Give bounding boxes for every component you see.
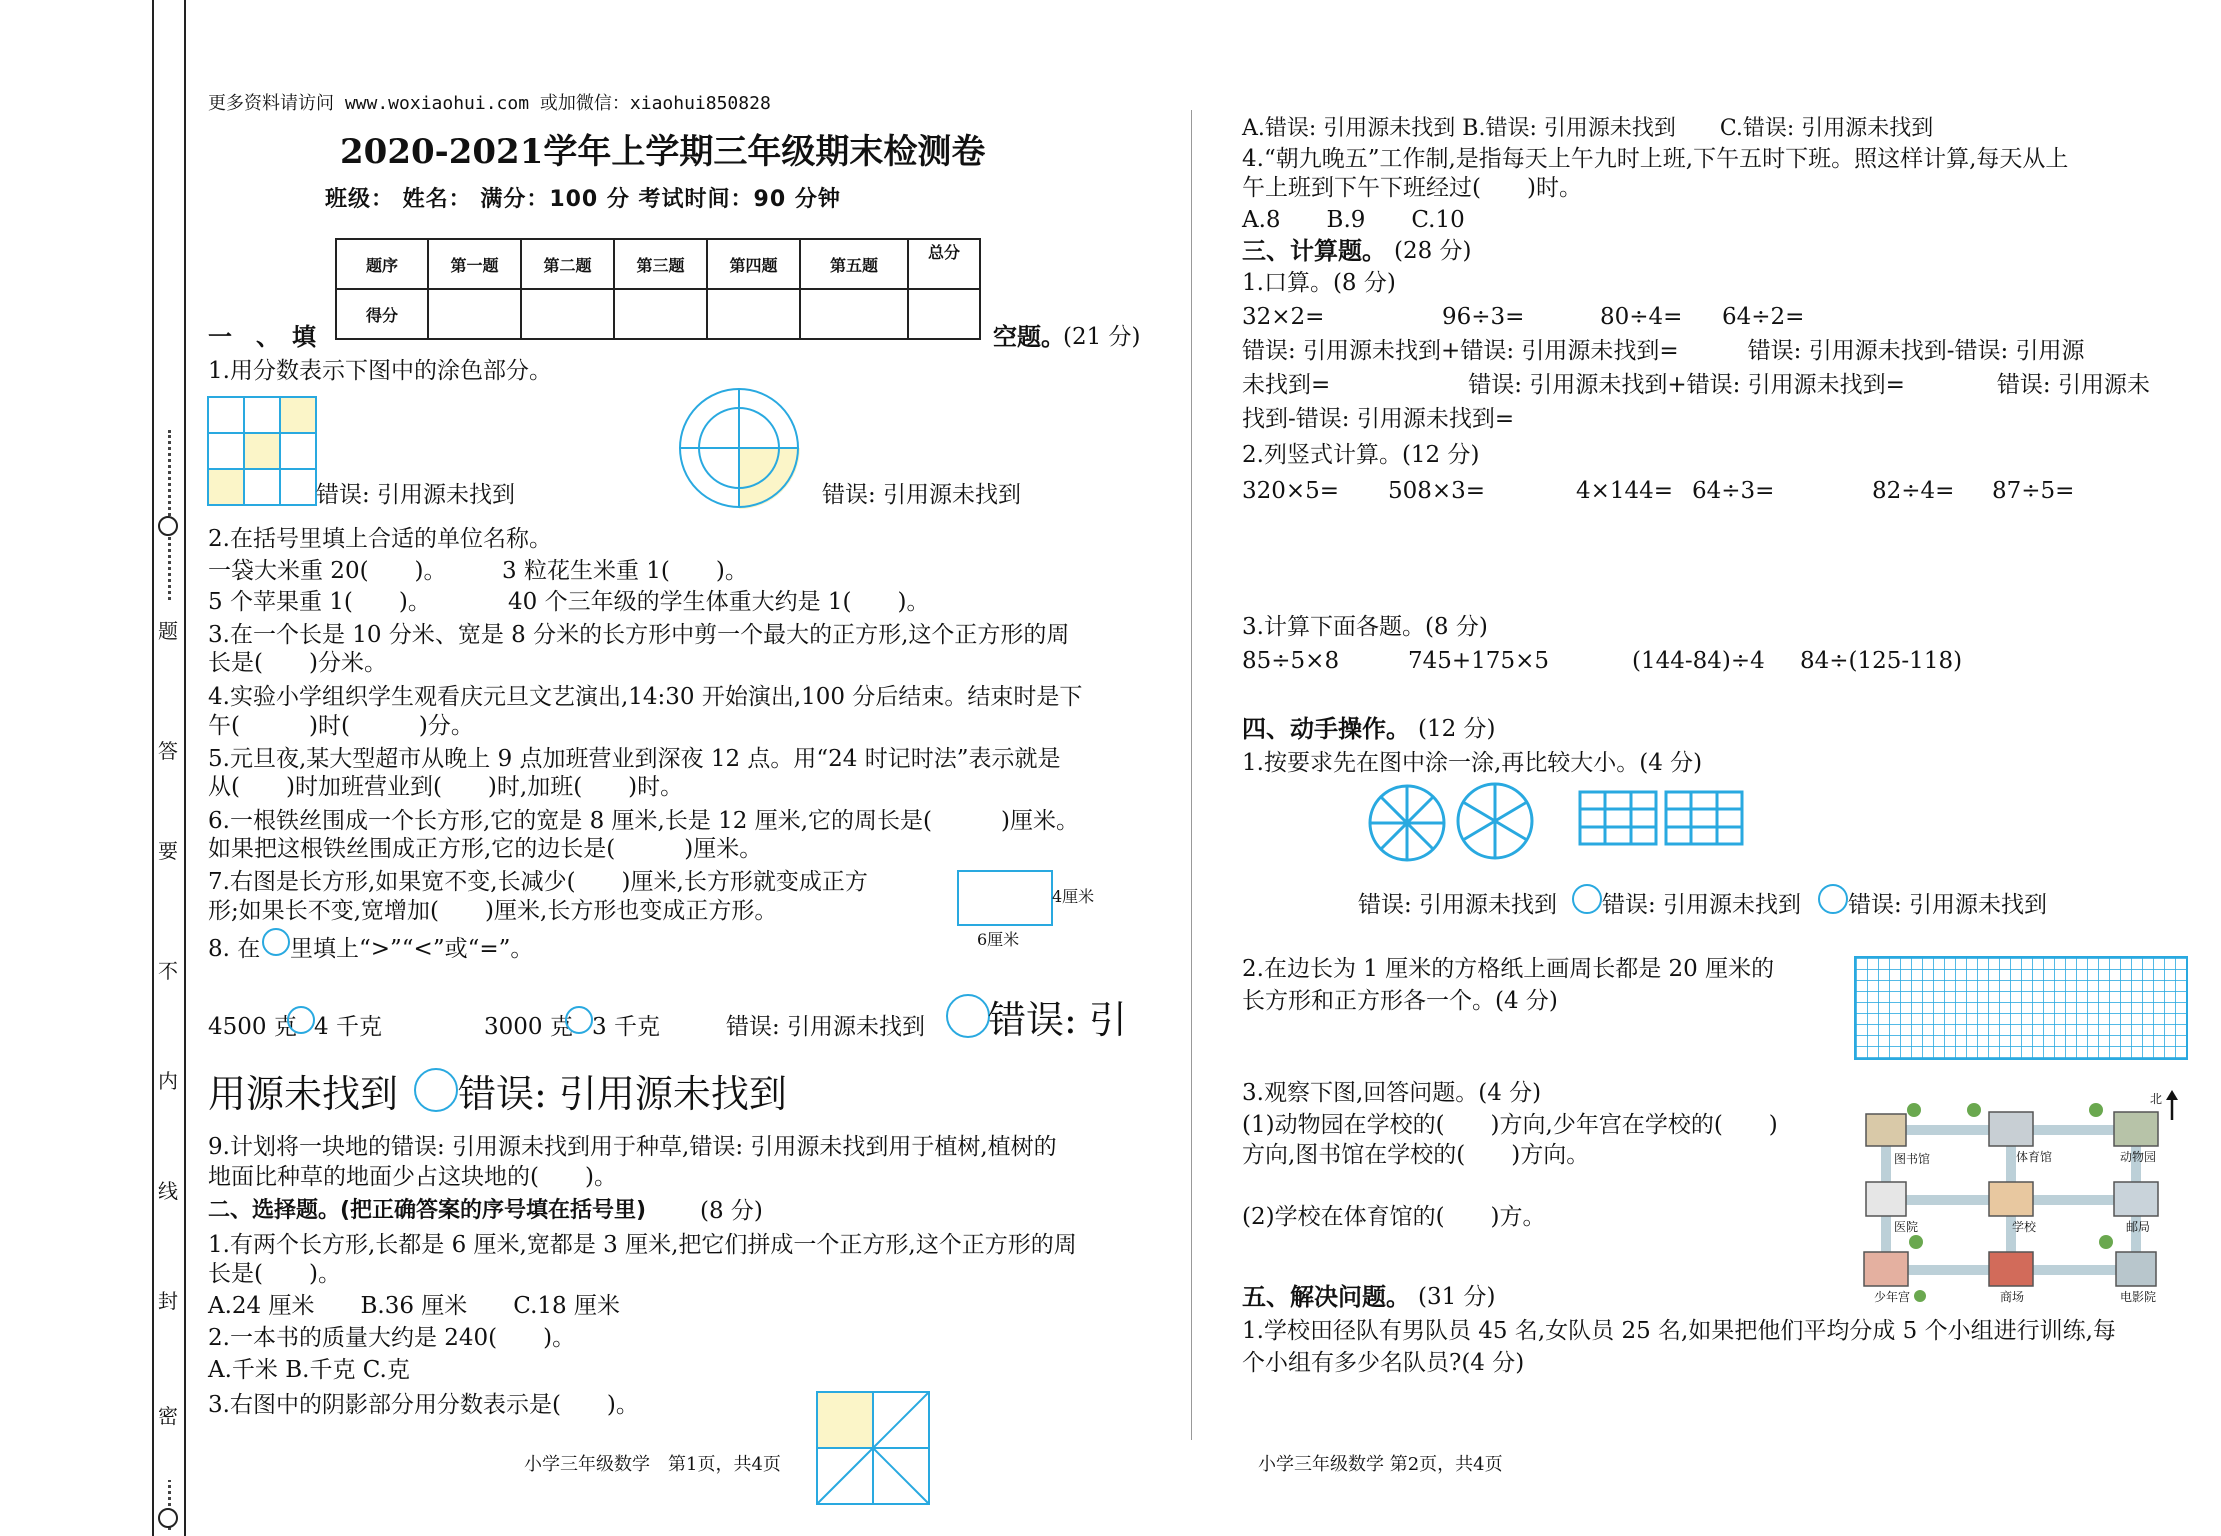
c1-line1: 1.有两个长方形,长都是 6 厘米,宽都是 3 厘米,把它们拼成一个正方形,这个正方形的周 xyxy=(208,1232,1077,1258)
h1-rect-1 xyxy=(1580,792,1656,844)
score-header: 第四题 xyxy=(707,239,800,289)
footer-right: 小学三年级数学 第2页，共4页 xyxy=(1258,1454,1503,1475)
grid-figure xyxy=(208,397,316,505)
score-cell[interactable] xyxy=(908,289,980,339)
map-label-gym: 体育馆 xyxy=(2016,1150,2053,1164)
k2-text: 2.列竖式计算。(12 分) xyxy=(1242,442,1480,468)
k2-item: 4×144= xyxy=(1576,478,1674,504)
k3-item: 85÷5×8 xyxy=(1242,648,1340,674)
score-header: 第三题 xyxy=(614,239,707,289)
q2-text: 2.在括号里填上合适的单位名称。 xyxy=(208,526,552,552)
q8-item1a: 4500 克 xyxy=(208,1014,297,1040)
score-row-label: 得分 xyxy=(336,289,428,339)
q8-big-text-3: 错误: 引用源未找到 xyxy=(458,1072,787,1116)
q2-line1a: 一袋大米重 20( )。 xyxy=(208,558,447,584)
score-cell[interactable] xyxy=(800,289,908,339)
q4-line1: 4.实验小学组织学生观看庆元旦文艺演出,14:30 开始演出,100 分后结束。结束时是下 xyxy=(208,684,1083,710)
k1-item: 32×2= xyxy=(1242,304,1325,330)
map-label-library: 图书馆 xyxy=(1894,1152,1931,1166)
map-label-school: 学校 xyxy=(2012,1220,2037,1234)
map-label-post-office: 邮局 xyxy=(2126,1220,2151,1234)
section-3-points: (28 分) xyxy=(1394,238,1472,264)
q8-circle-3[interactable] xyxy=(946,994,990,1038)
q1-answer-1: 错误: 引用源未找到 xyxy=(316,482,516,508)
q7-rectangle xyxy=(957,870,1053,926)
h1-compare-circle-1[interactable] xyxy=(1572,884,1602,914)
q3-line2: 长是( )分米。 xyxy=(208,650,387,676)
section-1-points: (21 分) xyxy=(1063,324,1141,350)
section-4-heading: 四、动手操作。 xyxy=(1242,715,1410,743)
q4-line2: 午( )时( )分。 xyxy=(208,713,474,739)
map-label-zoo: 动物园 xyxy=(2120,1150,2157,1164)
q2-line2b: 40 个三年级的学生体重大约是 1( )。 xyxy=(508,589,930,615)
h1-text: 1.按要求先在图中涂一涂,再比较大小。(4 分) xyxy=(1242,750,1703,776)
c3-options: A.错误: 引用源未找到 B.错误: 引用源未找到 C.错误: 引用源未找到 xyxy=(1242,116,1934,141)
h3-line2: 方向,图书馆在学校的( )方向。 xyxy=(1242,1142,1590,1168)
c4-options: A.8 B.9 C.10 xyxy=(1242,207,1465,233)
binding-text: 题 答 要 不 内 线 封 密 xyxy=(155,600,181,1480)
score-cell[interactable] xyxy=(614,289,707,339)
section-5-heading: 五、解决问题。 xyxy=(1242,1283,1410,1311)
h1-circle-2 xyxy=(1456,782,1534,860)
h2-line2: 长方形和正方形各一个。(4 分) xyxy=(1242,988,1558,1014)
score-cell[interactable] xyxy=(521,289,614,339)
q9-line2: 地面比种草的地面少占这块地的( )。 xyxy=(208,1164,617,1190)
k1-err-line1: 错误: 引用源未找到+错误: 引用源未找到= 错误: 引用源未找到-错误: 引用源 xyxy=(1242,338,2085,364)
q7-line2: 形;如果长不变,宽增加( )厘米,长方形也变成正方形。 xyxy=(208,898,778,924)
section-2-heading: 二、选择题。(把正确答案的序号填在括号里) xyxy=(208,1198,647,1223)
c4-line2: 午上班到下午下班经过( )时。 xyxy=(1242,175,1582,201)
c2-options: A.千米 B.千克 C.克 xyxy=(208,1357,410,1383)
info-line: 班级： 姓名： 满分：100 分 考试时间：90 分钟 xyxy=(325,187,841,212)
q8-item2b: 3 千克 xyxy=(592,1014,660,1040)
score-header: 第二题 xyxy=(521,239,614,289)
h1-answer-3: 错误: 引用源未找到 xyxy=(1848,892,2048,918)
q8-circle-example xyxy=(262,928,290,956)
k1-err-line2: 未找到= 错误: 引用源未找到+错误: 引用源未找到= 错误: 引用源未 xyxy=(1242,372,2150,398)
section-3-heading: 三、计算题。 xyxy=(1242,237,1386,265)
k2-item: 82÷4= xyxy=(1872,478,1955,504)
q8-item2a: 3000 克 xyxy=(484,1014,573,1040)
q8-item3a: 错误: 引用源未找到 xyxy=(726,1014,926,1040)
binding-circle-top xyxy=(158,516,178,536)
k1-item: 64÷2= xyxy=(1722,304,1805,330)
h1-answer-1: 错误: 引用源未找到 xyxy=(1358,892,1558,918)
q7-line1: 7.右图是长方形,如果宽不变,长减少( )厘米,长方形就变成正方 xyxy=(208,869,868,895)
k3-text: 3.计算下面各题。(8 分) xyxy=(1242,614,1488,640)
q7-length-label: 6厘米 xyxy=(977,930,1020,949)
map-label-mall: 商场 xyxy=(2000,1290,2025,1304)
k1-item: 96÷3= xyxy=(1442,304,1525,330)
h1-answer-2: 错误: 引用源未找到 xyxy=(1602,892,1802,918)
score-cell[interactable] xyxy=(707,289,800,339)
grid-paper[interactable] xyxy=(1854,956,2188,1060)
q1-answer-2: 错误: 引用源未找到 xyxy=(822,482,1022,508)
q6-line1: 6.一根铁丝围成一个长方形,它的宽是 8 厘米,长是 12 厘米,它的周长是( )厘米。 xyxy=(208,808,1079,834)
section-1-heading-a: 一 、 填 xyxy=(208,323,316,351)
k1-item: 80÷4= xyxy=(1600,304,1683,330)
q8-circle-4[interactable] xyxy=(414,1068,458,1112)
c3-text: 3.右图中的阴影部分用分数表示是( )。 xyxy=(208,1392,639,1418)
score-cell[interactable] xyxy=(428,289,521,339)
north-label: 北 xyxy=(2150,1092,2163,1106)
q2-line1b: 3 粒花生米重 1( )。 xyxy=(502,558,748,584)
score-header: 题序 xyxy=(336,239,428,289)
footer-left: 小学三年级数学 第1页，共4页 xyxy=(524,1454,781,1475)
page-divider xyxy=(1191,110,1192,1440)
circle-figure xyxy=(678,387,800,509)
k1-text: 1.口算。(8 分) xyxy=(1242,270,1396,296)
k2-item: 87÷5= xyxy=(1992,478,2075,504)
section-5-points: (31 分) xyxy=(1418,1284,1496,1310)
k2-item: 64÷3= xyxy=(1692,478,1775,504)
k1-err-line3: 找到-错误: 引用源未找到= xyxy=(1242,406,1515,432)
c1-line2: 长是( )。 xyxy=(208,1261,341,1287)
k3-item: 745+175×5 xyxy=(1408,648,1549,674)
score-header: 第一题 xyxy=(428,239,521,289)
section-1-heading-b: 空题。 xyxy=(993,323,1065,351)
q8-text-b: 里填上“>”“<”或“=”。 xyxy=(290,936,534,962)
q5-line2: 从( )时加班营业到( )时,加班( )时。 xyxy=(208,774,684,800)
town-map xyxy=(1856,1090,2186,1320)
top-note: 更多资料请访问 www.woxiaohui.com 或加微信：xiaohui850828 xyxy=(208,93,771,114)
h3-text: 3.观察下图,回答问题。(4 分) xyxy=(1242,1080,1542,1106)
score-header: 总分 xyxy=(908,239,980,289)
score-header: 第五题 xyxy=(800,239,908,289)
fraction-figure xyxy=(817,1392,929,1504)
binding-circle-bottom xyxy=(158,1508,178,1528)
c1-options: A.24 厘米 B.36 厘米 C.18 厘米 xyxy=(208,1293,620,1319)
h1-circle-1 xyxy=(1368,784,1446,862)
h1-compare-circle-2[interactable] xyxy=(1818,884,1848,914)
q8-text-a: 8. 在 xyxy=(208,936,261,962)
q7-width-label: 4厘米 xyxy=(1052,887,1095,906)
q8-big-text-1: 错误: 引 xyxy=(988,998,1127,1042)
q9-line1: 9.计划将一块地的错误: 引用源未找到用于种草,错误: 引用源未找到用于植树,植树的 xyxy=(208,1134,1057,1160)
k2-item: 320×5= xyxy=(1242,478,1340,504)
q8-circle-2[interactable] xyxy=(565,1006,593,1034)
section-4-points: (12 分) xyxy=(1418,716,1496,742)
map-label-youth-palace: 少年宫 xyxy=(1874,1290,1911,1304)
k3-item: 84÷(125-118) xyxy=(1800,648,1963,674)
q8-item1b: 4 千克 xyxy=(314,1014,382,1040)
q8-big-text-2: 用源未找到 xyxy=(208,1072,399,1116)
map-label-cinema: 电影院 xyxy=(2120,1290,2157,1304)
h1-rect-2 xyxy=(1666,792,1742,844)
q2-line2a: 5 个苹果重 1( )。 xyxy=(208,589,431,615)
c4-line1: 4.“朝九晚五”工作制,是指每天上午九时上班,下午五时下班。照这样计算,每天从上 xyxy=(1242,146,2069,172)
q5-line1: 5.元旦夜,某大型超市从晚上 9 点加班营业到深夜 12 点。用“24 时记时法”表示就是 xyxy=(208,746,1061,772)
h3-line3: (2)学校在体育馆的( )方。 xyxy=(1242,1204,1546,1230)
q1-text: 1.用分数表示下图中的涂色部分。 xyxy=(208,358,552,384)
page-title: 2020-2021学年上学期三年级期末检测卷 xyxy=(340,132,986,172)
map-label-hospital: 医院 xyxy=(1894,1220,1919,1234)
h2-line1: 2.在边长为 1 厘米的方格纸上画周长都是 20 厘米的 xyxy=(1242,956,1775,982)
k2-item: 508×3= xyxy=(1388,478,1486,504)
section-2-points: (8 分) xyxy=(700,1198,763,1224)
q8-circle-1[interactable] xyxy=(287,1006,315,1034)
s1-line2: 个小组有多少名队员?(4 分) xyxy=(1242,1350,1525,1376)
q6-line2: 如果把这根铁丝围成正方形,它的边长是( )厘米。 xyxy=(208,836,763,862)
h3-line1: (1)动物园在学校的( )方向,少年宫在学校的( ) xyxy=(1242,1112,1778,1138)
k3-item: (144-84)÷4 xyxy=(1632,648,1765,674)
score-table xyxy=(335,238,981,340)
c2-text: 2.一本书的质量大约是 240( )。 xyxy=(208,1325,576,1351)
s1-line1: 1.学校田径队有男队员 45 名,女队员 25 名,如果把他们平均分成 5 个小组进行训练,每 xyxy=(1242,1318,2116,1344)
q3-line1: 3.在一个长是 10 分米、宽是 8 分米的长方形中剪一个最大的正方形,这个正方形的周 xyxy=(208,622,1070,648)
